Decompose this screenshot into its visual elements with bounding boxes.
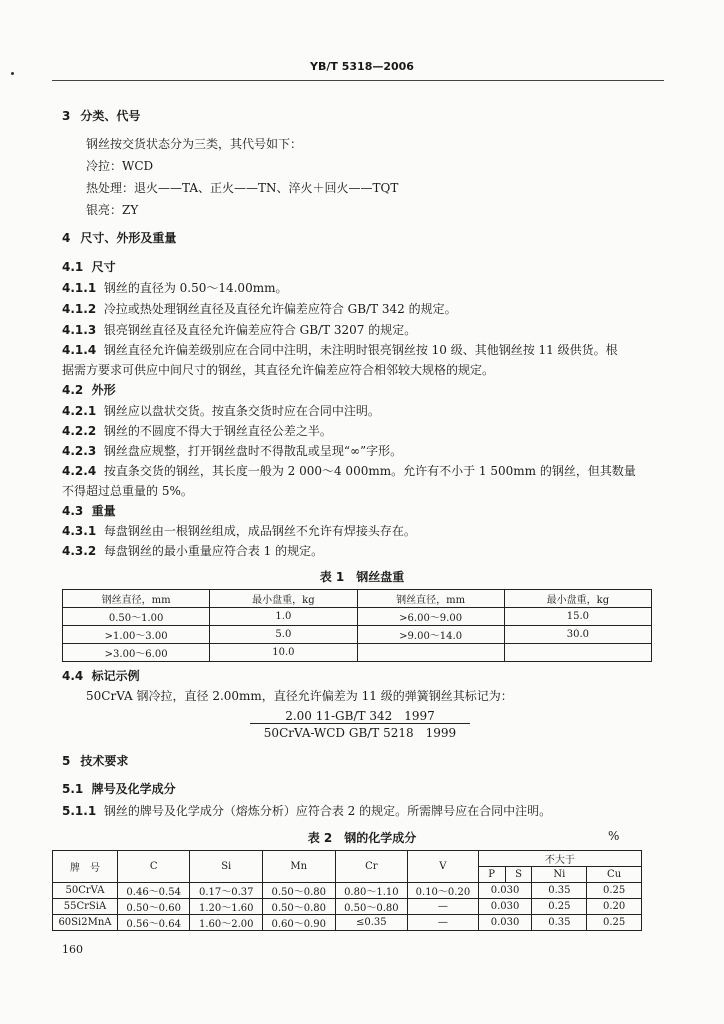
clause-text-continued: 不得超过总重量的 5%。 bbox=[62, 484, 193, 498]
column-header: V bbox=[408, 851, 479, 883]
clause-title: 牌号及化学成分 bbox=[91, 782, 176, 796]
table-cell: 55CrSiA bbox=[53, 899, 118, 915]
clause-number: 4.2.2 bbox=[62, 424, 97, 438]
subsection-4-1 bbox=[62, 258, 116, 275]
clause-number: 4.4 bbox=[62, 669, 84, 683]
clause-text-continued: 据需方要求可供应中间尺寸的钢丝，其直径允许偏差应符合相邻较大规格的规定。 bbox=[62, 363, 495, 377]
subsection-4-2 bbox=[62, 381, 116, 398]
table-cell: 1.0 bbox=[210, 608, 357, 626]
clause-title: 外形 bbox=[91, 383, 116, 397]
table-cell: ≤0.35 bbox=[335, 915, 408, 931]
column-header: S bbox=[505, 867, 532, 883]
marking-numerator: 2.00 11-GB/T 342 1997 bbox=[285, 709, 435, 723]
table-cell: 1.60～2.00 bbox=[190, 915, 263, 931]
table-cell: 0.030 bbox=[478, 883, 532, 899]
table-cell: 60Si2MnA bbox=[53, 915, 118, 931]
table-cell: 0.50～0.60 bbox=[117, 899, 190, 915]
table-cell: 0.030 bbox=[478, 915, 532, 931]
paragraph: 钢丝按交货状态分为三类，其代号如下： bbox=[86, 137, 303, 151]
column-header: Si bbox=[190, 851, 263, 883]
table-row bbox=[63, 608, 652, 626]
table-cell: >9.00～14.0 bbox=[357, 626, 504, 644]
clause-text: 钢丝盘应规整，打开钢丝盘时不得散乱或呈现“∞”字形。 bbox=[103, 444, 403, 458]
table-cell: 0.17～0.37 bbox=[190, 883, 263, 899]
table-cell: 0.46～0.54 bbox=[117, 883, 190, 899]
table-cell: 0.50～0.80 bbox=[262, 899, 335, 915]
table-cell bbox=[504, 644, 651, 662]
column-header: Cu bbox=[587, 867, 642, 883]
table-cell: 0.25 bbox=[587, 915, 642, 931]
table-cell bbox=[357, 644, 504, 662]
table-cell: >6.00～9.00 bbox=[357, 608, 504, 626]
table-cell: 0.35 bbox=[532, 883, 587, 899]
clause-title: 重量 bbox=[91, 504, 116, 518]
table-row bbox=[53, 899, 642, 915]
marking-paragraph: 50CrVA 钢冷拉，直径 2.00mm，直径允许偏差为 11 级的弹簧钢丝其标记为： bbox=[86, 689, 513, 703]
header-rule bbox=[52, 80, 664, 81]
table-cell: 0.50～0.80 bbox=[335, 899, 408, 915]
table-cell: 0.030 bbox=[478, 899, 532, 915]
section-number: 4 bbox=[62, 231, 71, 245]
page-header: YB/T 5318—2006 bbox=[310, 60, 414, 73]
clause-4-1-4 bbox=[62, 341, 618, 358]
table-cell: 0.20 bbox=[587, 899, 642, 915]
section-4-heading bbox=[62, 229, 176, 246]
table-cell: — bbox=[408, 899, 479, 915]
subsection-4-3 bbox=[62, 502, 116, 519]
table-header-row bbox=[63, 590, 652, 608]
column-header: P bbox=[478, 867, 505, 883]
unit-label: % bbox=[608, 829, 620, 843]
clause-number: 4.2.4 bbox=[62, 464, 97, 478]
column-header: Ni bbox=[532, 867, 587, 883]
table-row bbox=[63, 626, 652, 644]
column-header: C bbox=[117, 851, 190, 883]
table-1-caption: 表 1 钢丝盘重 bbox=[319, 570, 405, 584]
table-cell: 30.0 bbox=[504, 626, 651, 644]
column-group-header: 不大于 bbox=[478, 851, 641, 867]
table-cell: 0.25 bbox=[587, 883, 642, 899]
clause-4-2-4 bbox=[62, 462, 636, 479]
subsection-4-4 bbox=[62, 667, 140, 684]
clause-text: 冷拉或热处理钢丝直径及直径允许偏差应符合 GB/T 342 的规定。 bbox=[103, 302, 457, 316]
clause-number: 4.2.1 bbox=[62, 404, 97, 418]
clause-4-1-2 bbox=[62, 300, 457, 317]
clause-4-1-1 bbox=[62, 279, 287, 296]
table-row bbox=[53, 883, 642, 899]
table-cell: 0.25 bbox=[532, 899, 587, 915]
table-cell: 1.20～1.60 bbox=[190, 899, 263, 915]
table-cell: 0.35 bbox=[532, 915, 587, 931]
code-line: 冷拉：WCD bbox=[86, 159, 154, 173]
clause-4-2-2 bbox=[62, 422, 332, 439]
table-cell: 10.0 bbox=[210, 644, 357, 662]
table-cell: 0.50～0.80 bbox=[262, 883, 335, 899]
section-number: 5 bbox=[62, 754, 71, 768]
column-header: Cr bbox=[335, 851, 408, 883]
table-cell: 5.0 bbox=[210, 626, 357, 644]
table-cell: — bbox=[408, 915, 479, 931]
clause-number: 4.1.1 bbox=[62, 281, 97, 295]
clause-text: 每盘钢丝由一根钢丝组成，成品钢丝不允许有焊接头存在。 bbox=[103, 524, 416, 538]
table-row bbox=[53, 915, 642, 931]
column-header: 钢丝直径，mm bbox=[63, 590, 210, 608]
column-header: 最小盘重，kg bbox=[210, 590, 357, 608]
table-cell: 0.50～1.00 bbox=[63, 608, 210, 626]
table-cell: >1.00～3.00 bbox=[63, 626, 210, 644]
table-cell: 0.10～0.20 bbox=[408, 883, 479, 899]
clause-number: 4.1.4 bbox=[62, 343, 97, 357]
clause-number: 4.1.2 bbox=[62, 302, 97, 316]
page-number: 160 bbox=[62, 943, 83, 956]
clause-4-2-1 bbox=[62, 402, 380, 419]
column-header: 牌 号 bbox=[53, 851, 118, 883]
clause-number: 4.2 bbox=[62, 383, 84, 397]
code-line: 银亮：ZY bbox=[86, 203, 139, 217]
clause-number: 4.3 bbox=[62, 504, 84, 518]
section-number: 3 bbox=[62, 109, 71, 123]
clause-number: 4.3.1 bbox=[62, 524, 97, 538]
clause-number: 5.1.1 bbox=[62, 804, 97, 818]
clause-4-1-3 bbox=[62, 321, 416, 338]
table-cell: 15.0 bbox=[504, 608, 651, 626]
section-title: 分类、代号 bbox=[80, 109, 141, 123]
clause-number: 4.1 bbox=[62, 260, 84, 274]
column-header: 钢丝直径，mm bbox=[357, 590, 504, 608]
section-3-heading bbox=[62, 107, 140, 124]
section-title: 尺寸、外形及重量 bbox=[80, 231, 177, 245]
clause-4-3-2 bbox=[62, 542, 323, 559]
clause-text: 银亮钢丝直径及直径允许偏差应符合 GB/T 3207 的规定。 bbox=[103, 323, 417, 337]
clause-4-2-3 bbox=[62, 442, 402, 459]
section-5-heading bbox=[62, 752, 128, 769]
clause-5-1-1 bbox=[62, 802, 551, 819]
table-header-row bbox=[53, 851, 642, 867]
clause-text: 钢丝直径允许偏差级别应在合同中注明，未注明时银亮钢丝按 10 级、其他钢丝按 11 级供货。根 bbox=[103, 343, 618, 357]
clause-number: 4.2.3 bbox=[62, 444, 97, 458]
clause-4-3-1 bbox=[62, 522, 416, 539]
clause-text: 钢丝的直径为 0.50～14.00mm。 bbox=[103, 281, 288, 295]
clause-text: 按直条交货的钢丝，其长度一般为 2 000～4 000mm。允许有不小于 1 500mm 的钢丝，但其数量 bbox=[103, 464, 636, 478]
table-row bbox=[63, 644, 652, 662]
clause-number: 5.1 bbox=[62, 782, 84, 796]
table-2 bbox=[52, 850, 642, 931]
column-header: 最小盘重，kg bbox=[504, 590, 651, 608]
subsection-5-1 bbox=[62, 780, 176, 797]
clause-number: 4.1.3 bbox=[62, 323, 97, 337]
table-cell: 50CrVA bbox=[53, 883, 118, 899]
clause-title: 标记示例 bbox=[91, 669, 140, 683]
code-line: 热处理：退火——TA、正火——TN、淬火＋回火——TQT bbox=[86, 181, 399, 195]
clause-number: 4.3.2 bbox=[62, 544, 97, 558]
table-cell: 0.80～1.10 bbox=[335, 883, 408, 899]
table-cell: 0.60～0.90 bbox=[262, 915, 335, 931]
table-1 bbox=[62, 589, 652, 662]
section-title: 技术要求 bbox=[80, 754, 129, 768]
table-cell: >3.00～6.00 bbox=[63, 644, 210, 662]
table-2-caption: 表 2 钢的化学成分 bbox=[307, 831, 417, 845]
clause-text: 钢丝应以盘状交货。按直条交货时应在合同中注明。 bbox=[103, 404, 380, 418]
clause-title: 尺寸 bbox=[91, 260, 116, 274]
clause-text: 钢丝的牌号及化学成分（熔炼分析）应符合表 2 的规定。所需牌号应在合同中注明。 bbox=[103, 804, 552, 818]
clause-text: 每盘钢丝的最小重量应符合表 1 的规定。 bbox=[103, 544, 324, 558]
clause-text: 钢丝的不圆度不得大于钢丝直径公差之半。 bbox=[103, 424, 332, 438]
column-header: Mn bbox=[262, 851, 335, 883]
table-cell: 0.56～0.64 bbox=[117, 915, 190, 931]
marking-denominator: 50CrVA-WCD GB/T 5218 1999 bbox=[263, 726, 457, 740]
